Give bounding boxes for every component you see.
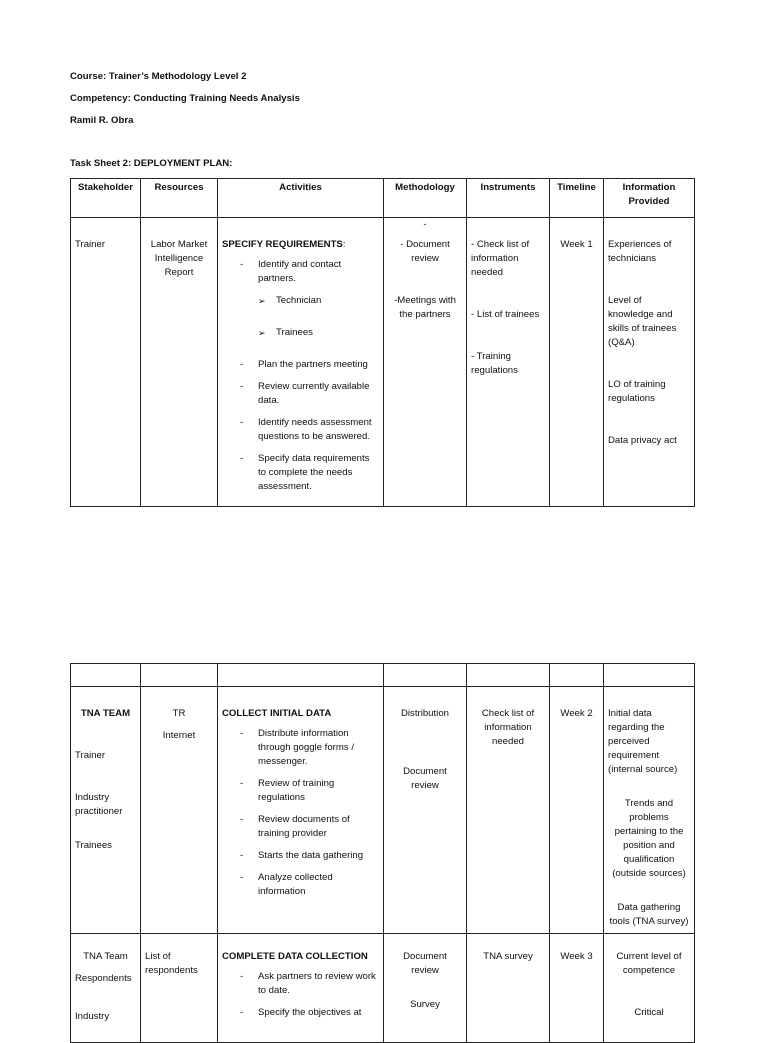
list-item: - Plan the partners meeting (222, 358, 379, 372)
resource-item: List of respondents (145, 951, 198, 976)
instrument-item: Check list of information needed (481, 708, 535, 747)
list-item: - Review currently available data. (222, 380, 379, 408)
methodology-item: - Document review (400, 239, 450, 264)
table-row: Trainer Labor Market Intelligence Report SPECIFY REQUIREMENTS: - Identify and contact partners. ➢ Technician ➢ Trainees - Plan the partners meeting - Review currently available data. - Identify needs assessment questions to be answered. - Specify data requirements to complete the needs assessment. - - Document review -Meetings with the partners - Check list of information needed - List of trainees - Training regulations Week 1 Experiences of technicians Level of knowledge and skills of trainees (Q&A) LO of training regulations Data privacy act (71, 218, 695, 507)
timeline-cell: Week 3 (560, 951, 593, 962)
info-item: LO of training regulations (608, 379, 666, 404)
instrument-item: - Training regulations (471, 351, 518, 376)
resources-cell: Labor Market Intelligence Report (150, 239, 208, 278)
info-item: Experiences of technicians (608, 239, 672, 264)
list-item: ➢ Trainees (222, 326, 379, 340)
table-row (71, 934, 695, 1043)
methodology-item: Document review (403, 951, 447, 976)
info-item: Critical (634, 1007, 664, 1018)
list-item: - Review of training regulations (222, 777, 379, 805)
author-line: Ramil R. Obra (70, 115, 134, 126)
table-header-row (71, 179, 695, 218)
list-item: - Specify data requirements to complete the needs assessment. (222, 452, 379, 494)
activity-title: COMPLETE DATA COLLECTION (222, 951, 368, 962)
info-item: Data gathering tools (TNA survey) (609, 902, 689, 927)
empty-header-row (71, 664, 695, 687)
list-item: - Ask partners to review work to date. (222, 970, 379, 998)
list-item: - Starts the data gathering (222, 849, 379, 863)
methodology-item: Document review (403, 766, 447, 791)
activity-title: COLLECT INITIAL DATA (222, 708, 332, 719)
stakeholder-cell: Trainer (75, 239, 106, 250)
info-item: Current level of competence (616, 951, 682, 976)
stakeholder-item: Trainer (75, 750, 106, 761)
stakeholder-item: Trainees (75, 840, 112, 851)
info-item: Data privacy act (608, 435, 677, 446)
list-item: - Identify needs assessment questions to be answered. (222, 416, 379, 444)
col-activities: Activities (218, 179, 384, 218)
list-item: - Distribute information through goggle forms / messenger. (222, 727, 379, 769)
methodology-item: -Meetings with the partners (394, 295, 456, 320)
col-information-provided: Information Provided (604, 179, 695, 218)
col-stakeholder: Stakeholder (71, 179, 141, 218)
info-item: Trends and problems pertaining to the position and qualification (outside sources) (612, 798, 686, 879)
timeline-cell: Week 2 (560, 708, 593, 719)
list-item: - Review documents of training provider (222, 813, 379, 841)
table-row (71, 687, 695, 934)
activity-title: SPECIFY REQUIREMENTS (222, 239, 343, 250)
instrument-item: - Check list of information needed (471, 239, 530, 278)
col-instruments: Instruments (467, 179, 550, 218)
timeline-cell: Week 1 (560, 239, 593, 250)
competency-line: Competency: Conducting Training Needs Analysis (70, 93, 300, 104)
deployment-plan-table (70, 178, 695, 507)
stakeholder-item: TNA Team (83, 951, 128, 962)
info-item: Initial data regarding the perceived requirement (internal source) (608, 708, 678, 775)
col-timeline: Timeline (550, 179, 604, 218)
instrument-item: TNA survey (483, 951, 533, 962)
deployment-plan-table-continued (70, 663, 695, 1043)
info-item: Level of knowledge and skills of trainees (Q&A) (608, 295, 677, 348)
list-item: ➢ Technician (222, 294, 379, 308)
col-methodology: Methodology (384, 179, 467, 218)
resource-item: Internet (162, 730, 196, 741)
methodology-dash: - (423, 219, 427, 230)
methodology-item: Survey (410, 999, 440, 1010)
list-item: - Identify and contact partners. (222, 258, 379, 286)
list-item: - Specify the objectives at (222, 1006, 379, 1020)
instrument-item: - List of trainees (471, 309, 540, 320)
col-resources: Resources (141, 179, 218, 218)
stakeholder-item: Industry (75, 1011, 110, 1022)
list-item: - Analyze collected information (222, 871, 379, 899)
methodology-item: Distribution (401, 708, 449, 719)
resource-item: TR (172, 708, 186, 719)
stakeholder-item: TNA TEAM (80, 708, 131, 719)
stakeholder-item: Respondents (75, 973, 132, 984)
course-line: Course: Trainer’s Methodology Level 2 (70, 71, 247, 82)
task-sheet-title: Task Sheet 2: DEPLOYMENT PLAN: (70, 158, 233, 169)
stakeholder-item: Industry practitioner (75, 792, 123, 817)
